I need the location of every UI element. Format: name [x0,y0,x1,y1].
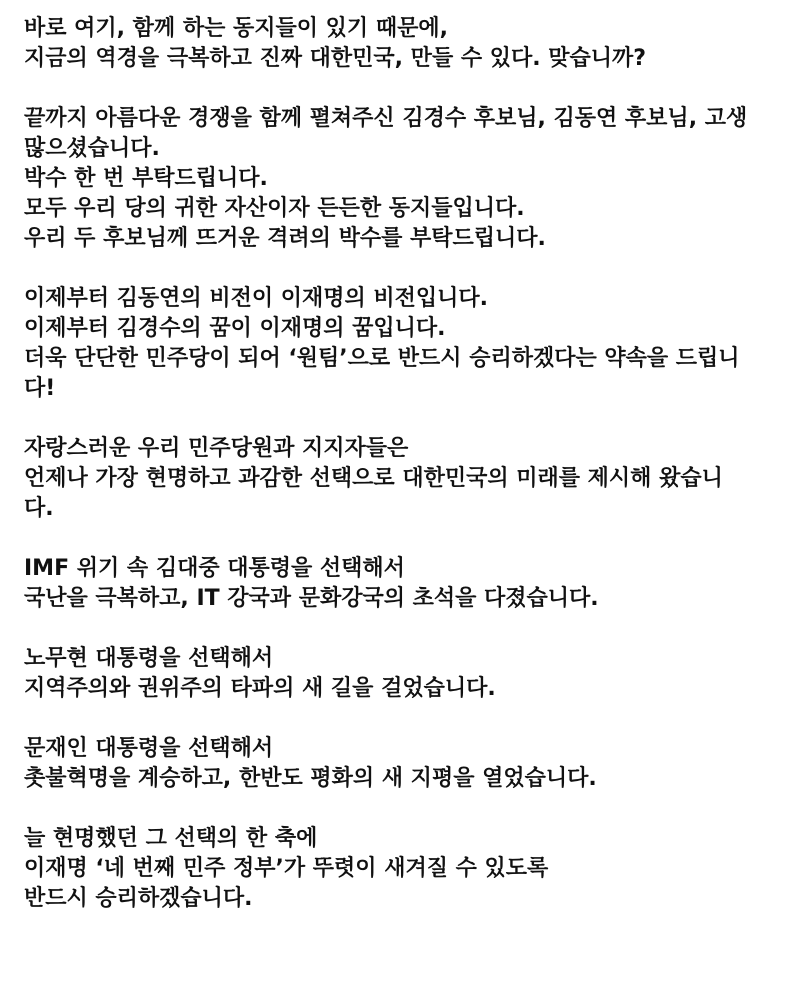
paragraph-7 [24,734,780,794]
text-line: 언제나 가장 현명하고 과감한 선택으로 대한민국의 미래를 제시해 왔습니 [24,466,723,491]
paragraph-3 [24,284,780,404]
text-line: 더욱 단단한 민주당이 되어 ‘원팀’으로 반드시 승리하겠다는 약속을 드립니 [24,346,740,371]
text-line: 끝까지 아름다운 경쟁을 함께 펼쳐주신 김경수 후보님, 김동연 후보님, 고생 [24,106,748,131]
text-line: 바로 여기, 함께 하는 동지들이 있기 때문에, [24,16,448,41]
text-line: 지금의 역경을 극복하고 진짜 대한민국, 만들 수 있다. 맞습니까? [24,46,647,71]
text-line: 이제부터 김경수의 꿈이 이재명의 꿈입니다. [24,316,446,341]
paragraph-1 [24,14,780,74]
text-line: 노무현 대통령을 선택해서 [24,646,274,671]
paragraph-4 [24,434,780,524]
text-line: 다. [24,496,54,521]
text-line: 많으셨습니다. [24,136,160,161]
text-line: 반드시 승리하겠습니다. [24,886,253,911]
paragraph-6 [24,644,780,704]
paragraph-2 [24,104,780,254]
text-line: 늘 현명했던 그 선택의 한 축에 [24,826,318,851]
text-line: 모두 우리 당의 귀한 자산이자 든든한 동지들입니다. [24,196,525,221]
text-line: 우리 두 후보님께 뜨거운 격려의 박수를 부탁드립니다. [24,226,546,251]
text-line: 지역주의와 권위주의 타파의 새 길을 걸었습니다. [24,676,496,701]
paragraph-8 [24,824,780,914]
text-line: 이재명 ‘네 번째 민주 정부’가 뚜렷이 새겨질 수 있도록 [24,856,549,881]
text-line: 박수 한 번 부탁드립니다. [24,166,268,191]
text-line: IMF 위기 속 김대중 대통령을 선택해서 [24,556,405,581]
paragraph-5 [24,554,780,614]
text-line: 이제부터 김동연의 비전이 이재명의 비전입니다. [24,286,489,311]
text-line: 촛불혁명을 계승하고, 한반도 평화의 새 지평을 열었습니다. [24,766,597,791]
text-line: 자랑스러운 우리 민주당원과 지지자들은 [24,436,409,461]
text-line: 다! [24,376,56,401]
text-line: 문재인 대통령을 선택해서 [24,736,274,761]
text-line: 국난을 극복하고, IT 강국과 문화강국의 초석을 다졌습니다. [24,586,599,611]
